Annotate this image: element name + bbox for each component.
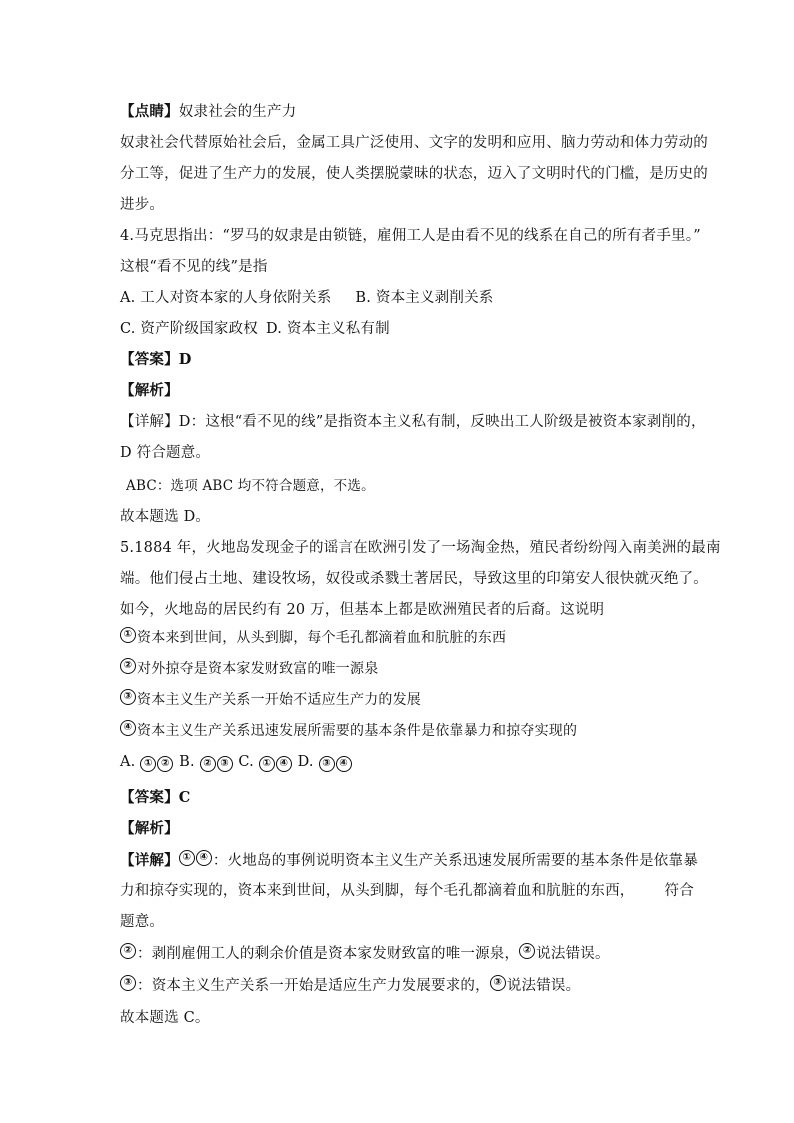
dianjing-topic: 奴隶社会的生产力 bbox=[178, 104, 297, 120]
circled-number: ③ bbox=[217, 756, 233, 772]
q5-item-2 bbox=[120, 658, 378, 679]
q5-detail-1-text: ：火地岛的事例说明资本主义生产关系迅速发展所需要的基本条件是依靠暴 bbox=[212, 853, 698, 869]
q4-detail-3: ABC：选项 ABC 均不符合题意，不选。 bbox=[126, 478, 375, 494]
circled-number: ④ bbox=[196, 850, 212, 866]
q5-detail-2-text: 力和掠夺实现的，资本来到世间，从头到脚，每个毛孔都滴着血和肮脏的东西， bbox=[120, 883, 635, 899]
circled-number: ① bbox=[259, 756, 275, 772]
q5-detail-head: 【详解】 bbox=[120, 852, 179, 869]
q5-item-1 bbox=[120, 627, 506, 648]
q4-option-b: B. 资本主义剥削关系 bbox=[355, 290, 494, 306]
circled-number: ③ bbox=[319, 756, 335, 772]
circled-number: ③ bbox=[120, 975, 136, 991]
dianjing-body-1: 奴隶社会代替原始社会后，金属工具广泛使用、文字的发明和应用、脑力劳动和体力劳动的 bbox=[120, 135, 708, 151]
circled-number: ③ bbox=[490, 975, 506, 991]
q4-option-a: A. 工人对资本家的人身依附关系 bbox=[120, 290, 332, 306]
circled-number-3: ③ bbox=[120, 689, 136, 705]
q4-stem-2: 这根“看不见的线”是指 bbox=[120, 259, 268, 275]
q4-analysis-head: 【解析】 bbox=[120, 382, 179, 399]
q5-detail-5 bbox=[120, 975, 580, 996]
q5-detail-1 bbox=[120, 850, 698, 871]
q5-item-3-text: 资本主义生产关系一开始不适应生产力的发展 bbox=[137, 692, 421, 708]
q5-detail-2 bbox=[120, 881, 694, 901]
dianjing-head: 【点睛】 bbox=[120, 103, 179, 120]
q5-item-3 bbox=[120, 689, 421, 710]
q4-conclusion: 故本题选 D。 bbox=[120, 509, 211, 525]
q5-options-row bbox=[120, 752, 353, 772]
q4-stem-1: 4.马克思指出：“罗马的奴隶是由锁链，雇佣工人是由看不见的线系在自己的所有者手里。” bbox=[120, 228, 701, 244]
q5-option-d-label: D. bbox=[297, 754, 314, 770]
circled-number: ② bbox=[120, 943, 136, 959]
q4-option-c: C. 资产阶级国家政权 bbox=[120, 321, 258, 337]
q5-option-c-label: C. bbox=[238, 754, 254, 770]
circled-number: ① bbox=[140, 756, 156, 772]
q5-detail-4-tail: 说法错误。 bbox=[536, 946, 610, 962]
q5-detail-4-text: ：剥削雇佣工人的剩余价值是资本家发财致富的唯一源泉， bbox=[137, 946, 520, 962]
q5-stem-1: 5.1884 年，火地岛发现金子的谣言在欧洲引发了一场淘金热，殖民者纷纷闯入南美洲的最南 bbox=[120, 540, 721, 556]
dianjing-body-3: 进步。 bbox=[120, 197, 165, 213]
q5-stem-2: 端。他们侵占土地、建设牧场，奴役或杀戮土著居民，导致这里的印第安人很快就灭绝了。 bbox=[120, 571, 708, 587]
q4-detail-1: 【详解】D：这根“看不见的线”是指资本主义私有制，反映出工人阶级是被资本家剥削的， bbox=[120, 414, 706, 430]
q5-detail-5-text: ：资本主义生产关系一开始是适应生产力发展要求的， bbox=[137, 978, 490, 994]
q5-item-2-text: 对外掠夺是资本家发财致富的唯一源泉 bbox=[137, 661, 379, 677]
circled-number-4: ④ bbox=[120, 720, 136, 736]
q5-detail-2-end: 符合 bbox=[664, 883, 694, 899]
circled-number: ④ bbox=[336, 756, 352, 772]
q5-conclusion: 故本题选 C。 bbox=[120, 1010, 210, 1026]
dianjing-body-2: 分工等，促进了生产力的发展，使人类摆脱蒙昧的状态，迈入了文明时代的门槛，是历史的 bbox=[120, 166, 708, 182]
circled-number: ④ bbox=[276, 756, 292, 772]
circled-number-1: ① bbox=[120, 627, 136, 643]
q4-option-d: D. 资本主义私有制 bbox=[266, 321, 390, 337]
q5-item-4 bbox=[120, 720, 577, 741]
circled-number: ② bbox=[200, 756, 216, 772]
q5-item-1-text: 资本来到世间，从头到脚，每个毛孔都滴着血和肮脏的东西 bbox=[137, 630, 507, 646]
q5-option-b-label: B. bbox=[179, 754, 195, 770]
q4-detail-2: D 符合题意。 bbox=[120, 445, 211, 461]
circled-number: ② bbox=[519, 943, 535, 959]
circled-number: ① bbox=[179, 850, 195, 866]
q5-answer: 【答案】C bbox=[120, 789, 191, 806]
q4-options-row-1 bbox=[120, 288, 493, 308]
q5-detail-4 bbox=[120, 943, 610, 964]
q5-option-a-label: A. bbox=[120, 754, 136, 770]
dianjing-line bbox=[120, 102, 296, 122]
q5-detail-3: 题意。 bbox=[120, 914, 165, 930]
q5-detail-5-tail: 说法错误。 bbox=[506, 978, 581, 994]
q4-answer: 【答案】D bbox=[120, 351, 192, 368]
q5-item-4-text: 资本主义生产关系迅速发展所需要的基本条件是依靠暴力和掠夺实现的 bbox=[137, 723, 578, 739]
circled-number-2: ② bbox=[120, 658, 136, 674]
q5-stem-3: 如今，火地岛的居民约有 20 万，但基本上都是欧洲殖民者的后裔。这说明 bbox=[120, 602, 605, 618]
circled-number: ② bbox=[157, 756, 173, 772]
q5-analysis-head: 【解析】 bbox=[120, 820, 179, 837]
q4-options-row-2 bbox=[120, 319, 390, 339]
